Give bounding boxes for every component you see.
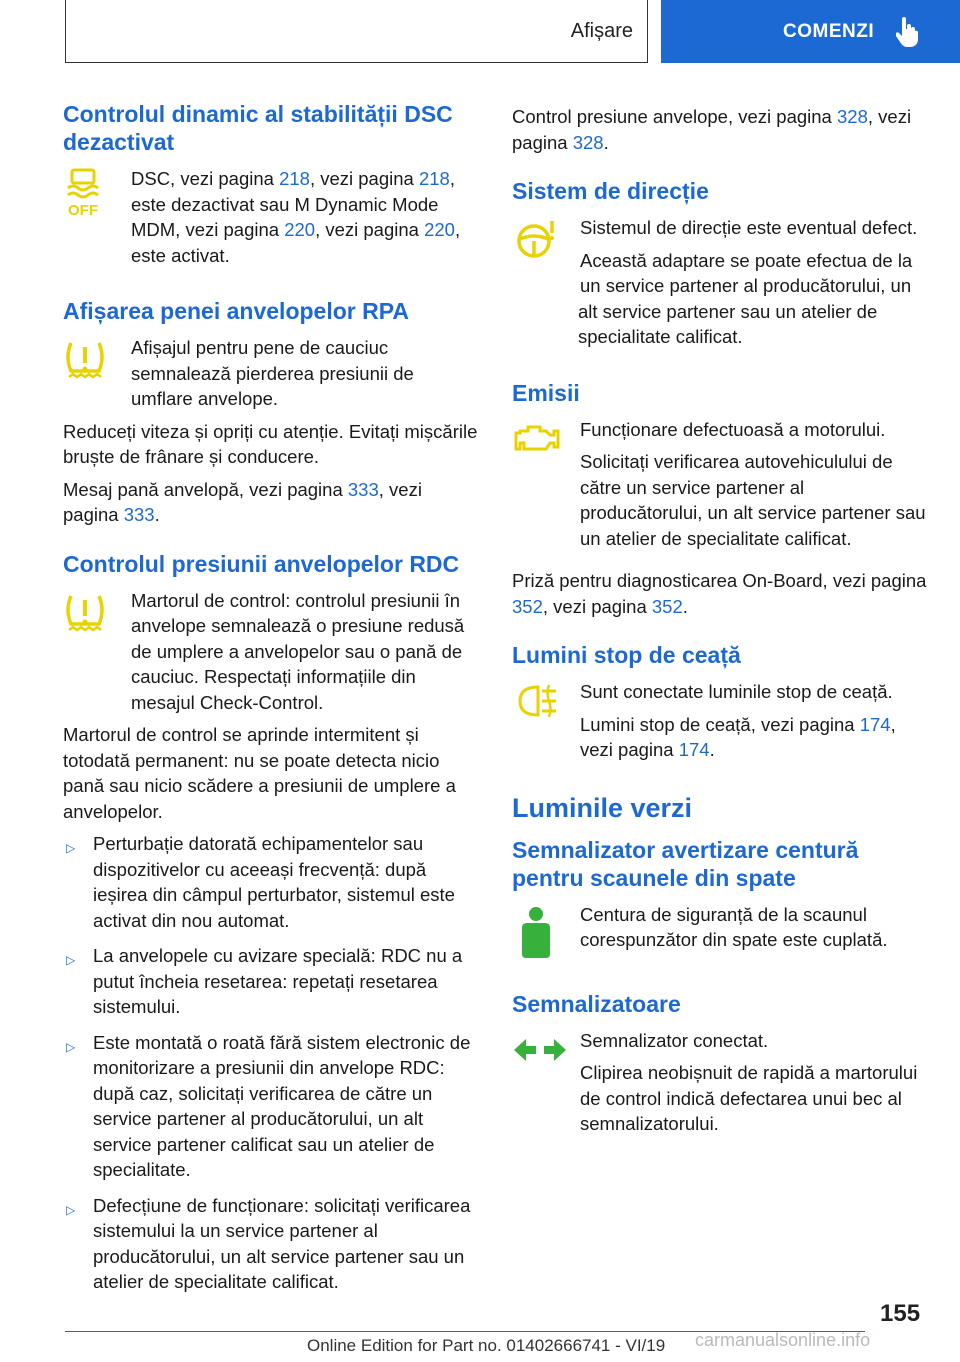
emissions-section [512,379,928,620]
tire-warning-icon [63,335,131,399]
list-item [63,1030,479,1183]
seatbelt-person-icon [512,902,580,968]
page-link-174b[interactable]: 174 [678,739,710,760]
rdc-bullet-list [63,831,479,1295]
dsc-title: Controlul dinamic al stabilității DSC dezactivat [63,101,453,155]
page-link-218a[interactable]: 218 [279,168,310,189]
rpa-text-1: Afișajul pentru pene de cauciuc semnalează pierderea presiunii de umflare anvelope. [131,337,414,409]
rdc-section [63,550,479,1295]
rdc-ref-text [512,104,928,155]
bullet-text: Perturbație datorată echipamentelor sau dispozitivelor cu aceeași frecvență: după ieșirea din câmpul perturbator, sistemul este activat din nou automat. [93,833,455,931]
emissions-text-3c: . [682,595,688,617]
emissions-text-3a: Priză pentru diagnosticarea On-Board, vezi pagina [512,570,927,591]
rpa-section [63,297,479,528]
page-link-218b[interactable]: 218 [418,168,450,189]
header-section-tab[interactable] [65,0,648,63]
belt-section [512,836,928,968]
page-link-328b[interactable]: 328 [572,131,604,153]
bullet-text: Defecțiune de funcționare: solicitați verificarea sistemului la un service partener al producătorului, un alt service partener sau un atelier de specialitate calificat. [93,1194,471,1292]
green-lights-title: Luminile verzi [512,792,693,823]
page-number: 155 [880,1300,921,1327]
fog-text-2c: . [709,739,715,760]
triangle-bullet-icon: ▷ [66,841,76,855]
dsc-text-4: , vezi pagina [315,219,425,240]
emissions-text-1: Funcționare defectuoasă a motorului. [580,418,886,440]
dsc-text-5: , este activat. [131,219,461,266]
page-link-333a[interactable]: 333 [347,478,379,500]
rdc-ref-1: Control presiune anvelope, vezi pagina [512,106,837,127]
header-active-tab[interactable] [661,0,960,63]
steering-section [512,177,928,357]
steering-text-2: Această adaptare se poate efectua de la un service partener al producătorului, un alt service partener sau un atelier de specialitate calificat. [578,249,913,347]
rdc-text-1: Martorul de control: controlul presiunii în anvelope semnalează o presiune redusă de umplere a anvelopelor sau o pană de cauciuc. Respectați informațiile din mesajul Check-Control. [131,589,465,713]
hand-pointer-icon [896,17,920,47]
svg-text:OFF: OFF [68,202,98,218]
fog-text-1: Sunt conectate luminile stop de ceață. [580,681,893,702]
turn-title: Semnalizatoare [512,990,681,1017]
page-link-220b[interactable]: 220 [424,219,455,240]
belt-title: Semnalizator avertizare centură pentru scaunele din spate [512,836,859,891]
triangle-bullet-icon: ▷ [66,1202,76,1217]
steering-warning-icon [512,215,580,279]
fog-section [512,641,928,770]
page-link-352b[interactable]: 352 [651,595,683,617]
dsc-off-icon [63,166,131,230]
page-link-174a[interactable]: 174 [859,713,891,735]
fog-text-2a: Lumini stop de ceață, vezi pagina [580,713,860,735]
turn-signal-arrows-icon [512,1028,580,1092]
emissions-text-3b: , vezi pagina [542,595,652,617]
watermark: carmanualsonline.info [695,1330,871,1350]
rpa-text-3 [63,477,479,528]
emissions-text-2: Solicitați verificarea autovehiculului de către un service partener al producătorului, un alt service partener sau un atelier de specialitate calificat. [580,451,926,549]
tire-pressure-icon [63,588,131,652]
dsc-text [131,166,479,268]
dsc-text-3: , este dezactivat sau M Dynamic Mode MDM, vezi pagina [131,168,455,240]
page-link-352a[interactable]: 352 [512,595,543,617]
header-tab-label: COMENZI [783,20,875,42]
list-item [63,1193,479,1295]
belt-text-1: Centura de siguranță de la scaunul corespunzător din spate este cuplată. [580,903,888,950]
rpa-text-3b: , vezi pagina [63,478,422,525]
dsc-text-1: DSC, vezi pagina [131,168,280,189]
steering-text-1: Sistemul de direcție este eventual defect. [580,217,918,238]
engine-check-icon [512,417,580,481]
left-column [63,100,479,1317]
turn-section [512,990,928,1144]
header-section-label: Afișare [570,19,633,42]
page-link-328a[interactable]: 328 [837,106,868,127]
list-item [63,943,479,1020]
dsc-text-2: , vezi pagina [309,168,419,189]
list-item [63,831,479,933]
rdc-text-2: Martorul de control se aprinde intermitent și totodată permanent: nu se poate detecta nicio pană sau nicio scădere a presiunii de umplere a anvelopelor. [63,724,456,822]
rear-fog-light-icon [512,679,580,743]
turn-text-2: Clipirea neobișnuit de rapidă a martorului de control indică defectarea unui bec al semnalizatorului. [580,1062,918,1134]
page-link-220a[interactable]: 220 [284,219,316,240]
footer-edition: Online Edition for Part no. 01402666741 - VI/19 [307,1336,666,1355]
triangle-bullet-icon: ▷ [66,1039,76,1054]
bullet-text: La anvelopele cu avizare specială: RDC nu a putut încheia resetarea: repetați resetarea sistemului. [93,945,463,1017]
rdc-ref-2: , vezi pagina [512,106,912,153]
steering-title: Sistem de direcție [512,178,709,204]
fog-text-2b: , vezi pagina [580,713,896,760]
rpa-text-3a: Mesaj pană anvelopă, vezi pagina [63,478,348,500]
bullet-text: Este montată o roată fără sistem electronic de monitorizare a presiunii din anvelope RDC: după caz, solicitați verificarea de către un service partener al producătorului, un alt service partener calificat sau un atelier de specialitate. [93,1031,471,1180]
dsc-section [63,100,479,275]
rpa-text-3c: . [154,504,160,525]
page-link-333b[interactable]: 333 [123,504,155,525]
triangle-bullet-icon: ▷ [66,953,76,967]
fog-text-2 [580,712,928,763]
right-column [512,104,928,1166]
rdc-title: Controlul presiunii anvelopelor RDC [63,550,460,577]
rdc-ref-3: . [603,131,609,153]
emissions-title: Emisii [512,379,580,406]
rpa-title: Afișarea penei anvelopelor RPA [63,298,409,324]
turn-text-1: Semnalizator conectat. [580,1029,769,1051]
rpa-text-2: Reduceți viteza și opriți cu atenție. Evitați mișcările bruște de frânare și conducere. [63,420,478,467]
fog-title: Lumini stop de ceață [512,642,741,668]
emissions-text-3 [512,568,928,619]
